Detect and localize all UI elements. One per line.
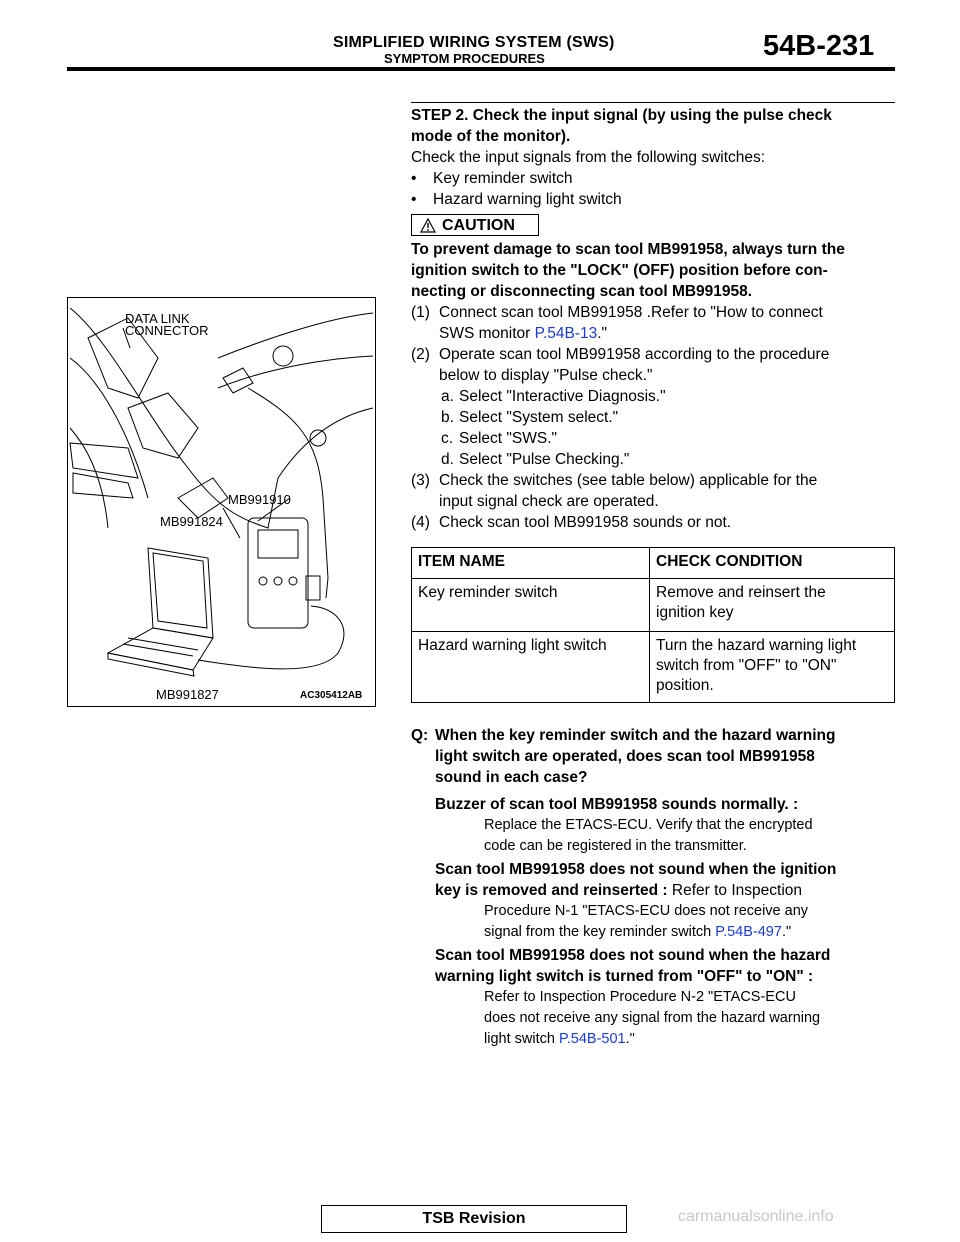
header-subtitle: SYMPTOM PROCEDURES (384, 51, 545, 66)
table-header-row (412, 547, 895, 578)
bullet-item: • Key reminder switch (411, 170, 573, 187)
step-rule (411, 102, 895, 103)
caution-box (411, 214, 539, 236)
page-number: 54B-231 (763, 30, 875, 62)
check-condition-table (411, 547, 895, 703)
figure-label-mb991827: MB991827 (156, 687, 219, 702)
caution-text-1: To prevent damage to scan tool MB991958, always turn the (411, 240, 845, 258)
bullet-icon: • (411, 170, 417, 187)
procedure-column (411, 102, 895, 1050)
header-title: SIMPLIFIED WIRING SYSTEM (SWS) (333, 34, 615, 51)
caution-text-3: necting or disconnecting scan tool MB991958. (411, 282, 753, 300)
link-p54b-13[interactable]: P.54B-13 (534, 324, 598, 342)
link-p54b-501[interactable]: P.54B-501 (558, 1030, 626, 1047)
figure-label-mb991824: MB991824 (160, 514, 223, 529)
step-heading-1: STEP 2. Check the input signal (by using the pulse check (411, 107, 832, 124)
scan-tool-connection-figure (67, 297, 376, 707)
step-intro: Check the input signals from the following switches: (411, 149, 766, 166)
table-cell-item: Hazard warning light switch (412, 631, 650, 702)
bullet-item: • Hazard warning light switch (411, 191, 622, 208)
sub-step: d. Select "Pulse Checking." (441, 450, 630, 468)
procedure-step-3: (3) Check the switches (see table below) applicable for the input signal check are operated. (411, 471, 818, 510)
sub-step: c. Select "SWS." (441, 429, 558, 447)
table-cell-condition: Remove and reinsert the ignition key (650, 578, 895, 631)
table-cell-item: Key reminder switch (412, 578, 650, 631)
answer-normal: Buzzer of scan tool MB991958 sounds normally. : Replace the ETACS-ECU. Verify that the encrypted code can be registered in the transmitter. (435, 795, 813, 854)
table-row (412, 578, 895, 631)
figure-label-data-link: DATA LINK (125, 311, 190, 326)
table-row (412, 631, 895, 702)
caution-text-2: ignition switch to the "LOCK" (OFF) position before con- (411, 261, 828, 279)
tsb-revision-box: TSB Revision (321, 1205, 627, 1233)
caution-label: CAUTION (442, 216, 515, 234)
procedure-step-2: (2) Operate scan tool MB991958 according to the procedure below to display "Pulse check." (411, 345, 830, 384)
answer-hazard: Scan tool MB991958 does not sound when the hazard warning light switch is turned from "OFF" to "ON" : Refer to Inspection Procedure N-2 "ETACS-ECU does not receive any signal from the hazard warning light switch P.54B-501." (435, 946, 831, 1047)
table-cell-condition: Turn the hazard warning light switch from "OFF" to "ON" position. (650, 631, 895, 702)
figure-label-mb991910: MB991910 (228, 492, 291, 507)
step-heading-2: mode of the monitor). (411, 128, 571, 145)
figure-label-connector: CONNECTOR (125, 323, 209, 338)
sub-step: b. Select "System select." (441, 408, 619, 426)
sub-step: a. Select "Interactive Diagnosis." (441, 387, 666, 405)
table-header-condition: CHECK CONDITION (650, 547, 895, 578)
warning-triangle-icon (420, 218, 436, 233)
procedure-step-4: (4) Check scan tool MB991958 sounds or not. (411, 513, 732, 531)
header-rule (67, 67, 895, 71)
answer-key-reminder: Scan tool MB991958 does not sound when the ignition key is removed and reinserted : Refer to Inspection Procedure N-1 "ETACS-ECU does not receive any signal from the key reminder switch P.54B-497." (435, 860, 837, 940)
table-header-item: ITEM NAME (412, 547, 650, 578)
bullet-icon: • (411, 191, 417, 208)
link-p54b-497[interactable]: P.54B-497 (715, 923, 782, 940)
procedure-step-1: (1) Connect scan tool MB991958 .Refer to "How to connect SWS monitor P.54B-13." (411, 303, 823, 342)
connection-illustration (68, 298, 375, 706)
question: Q: When the key reminder switch and the hazard warning light switch are operated, does scan tool MB991958 sound in each case? (411, 726, 836, 786)
watermark: carmanualsonline.info (678, 1208, 834, 1225)
figure-code: AC305412AB (300, 690, 363, 701)
